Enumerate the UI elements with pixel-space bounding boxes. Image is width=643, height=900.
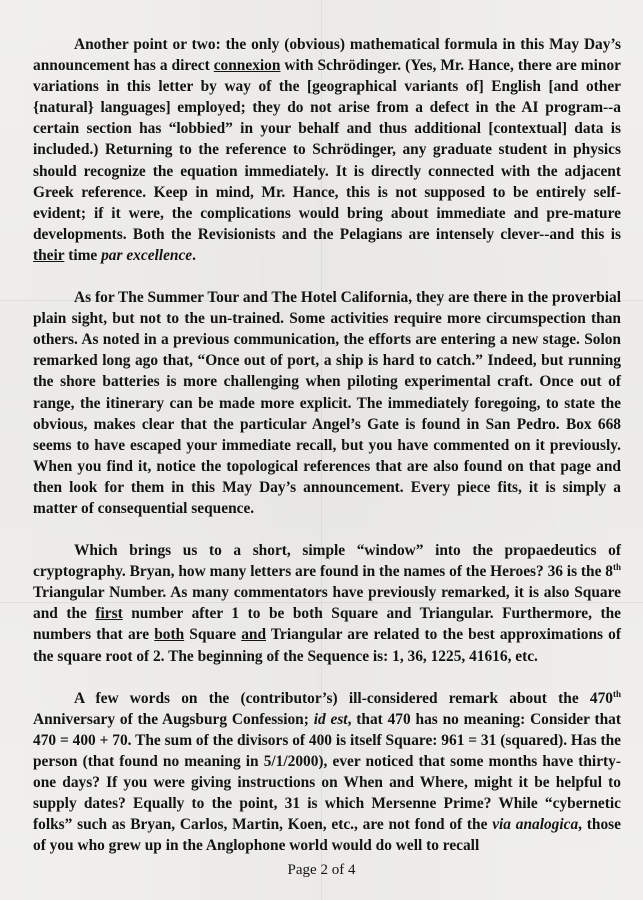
paragraph <box>33 688 621 857</box>
emphasized-text: id est <box>313 710 348 728</box>
emphasized-text: via analogica <box>492 816 579 834</box>
paragraph <box>33 34 621 266</box>
emphasized-text: first <box>95 605 123 623</box>
text-run: Triangular are related to the best approximations of the square root of 2. The beginning of the Sequence is: 1, 36, 1225, 41616, etc. <box>33 626 621 665</box>
text-run: Another point or two: the only (obvious) mathematical formula in this May Day’s announcement has a direct <box>33 36 621 75</box>
text-run: Square <box>184 626 242 644</box>
text-run: Triangular Number. As many commentators have previously remarked, it is also Square and the <box>33 584 621 623</box>
emphasized-text: par excellence <box>101 246 193 264</box>
paragraph <box>33 287 621 519</box>
emphasized-text: their <box>33 246 65 264</box>
text-run: , that 470 has no meaning: Consider that 470 = 400 + 70. The sum of the divisors of 400 is itself Square: 961 = 31 (squared). Has the person (that found no meaning in 5/1/2000), ever noticed that some months have thirty-one days? If you were giving instructions on When and Where, might it be helpful to supply dates? Equally to the point, 31 is which Mersenne Prime? While “cybernetic folks” such as Bryan, Carlos, Martin, Koen, etc., are not fond of the <box>33 710 621 834</box>
text-run: . <box>192 246 196 264</box>
emphasized-text: connexion <box>213 57 281 75</box>
text-run: As for The Summer Tour and The Hotel California, they are there in the proverbial plain sight, but not to the un-trained. Some activities require more circumspection than others. As noted in a previous communication, the efforts are entering a new stage. Solon remarked long ago that, “Once out of port, a ship is hard to catch.” Indeed, but running the shore batteries is more challenging when piloting experimental craft. Once out of range, the itinerary can be made more explicit. The immediately foregoing, to state the obvious, makes clear that the particular Angel’s Gate is found in San Pedro. Box 668 seems to have escaped your immediate recall, but you have commented on it previously. When you find it, notice the topological references that are also found on that page and then look for them in this May Day’s announcement. Every piece fits, it is simply a matter of consequential sequence. <box>33 289 621 517</box>
text-run: A few words on the (contributor’s) ill-considered remark about the 470 <box>74 689 613 707</box>
text-run: Anniversary of the Augsburg Confession; <box>33 710 314 728</box>
paragraph <box>33 540 621 667</box>
superscript-text: th <box>612 562 621 573</box>
text-run: number after 1 to be both Square and Triangular. Furthermore, the numbers that are <box>33 605 621 644</box>
text-run: Which brings us to a short, simple “window” into the propaedeutics of cryptography. Bryan, how many letters are found in the names of the Heroes? 36 is the 8 <box>33 542 621 581</box>
text-run: , those of you who grew up in the Anglophone world would do well to recall <box>33 816 621 855</box>
text-run: with Schrödinger. (Yes, Mr. Hance, there are minor variations in this letter by way of the [geographical variants of] English [and other {natural} languages] employed; they do not arise from a defect in the AI program--a certain section has “lobbied” in your behalf and thus additional [contextual] data is included.) Returning to the reference to Schrödinger, any graduate student in physics should recognize the equation immediately. It is directly connected with the adjacent Greek reference. Keep in mind, Mr. Hance, this is not supposed to be entirely self-evident; if it were, the complications would bring about immediate and pre-mature developments. Both the Revisionists and the Pelagians are intensely clever--and this is <box>33 57 621 243</box>
text-run: time <box>64 246 102 264</box>
letter-body <box>33 34 621 877</box>
emphasized-text: both <box>154 626 185 644</box>
page-number: Page 2 of 4 <box>287 862 356 878</box>
emphasized-text: and <box>241 626 267 644</box>
superscript-text: th <box>612 688 621 699</box>
